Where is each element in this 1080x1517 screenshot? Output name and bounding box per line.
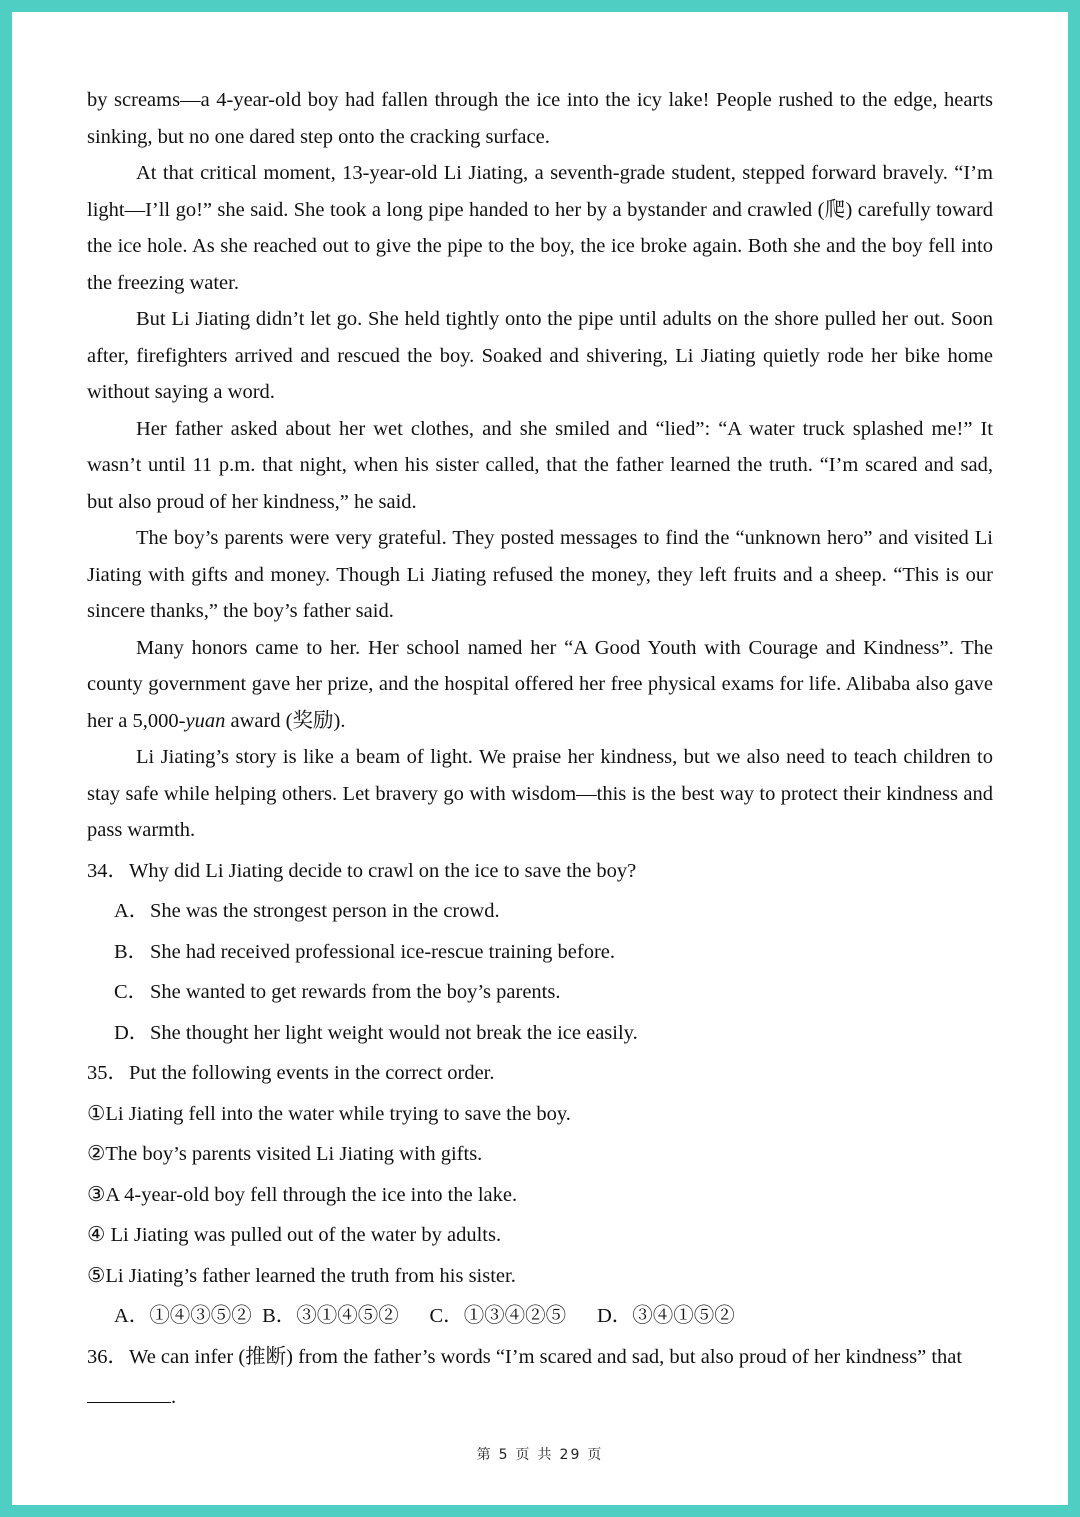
footer-ye: 页: [515, 1447, 532, 1463]
event-item: ②The boy’s parents visited Li Jiating with gifts.: [87, 1143, 483, 1165]
answer-blank[interactable]: [87, 1380, 171, 1403]
question-text: Why did Li Jiating decide to crawl on the ice to save the boy?: [129, 859, 637, 882]
q34-option-a[interactable]: [114, 893, 993, 930]
option-letter: C．: [114, 981, 149, 1003]
passage-paragraph-honors: [87, 630, 993, 740]
q35-option-b[interactable]: [262, 1305, 399, 1327]
option-letter: A．: [114, 1305, 150, 1327]
blank-end: .: [171, 1386, 177, 1408]
question-36: [87, 1339, 993, 1376]
option-letter: D．: [114, 1021, 150, 1044]
question-number: 34．: [87, 859, 128, 882]
event-item: ⑤Li Jiating’s father learned the truth from his sister.: [87, 1264, 516, 1287]
option-text: ③④①⑤②: [632, 1305, 735, 1327]
passage-paragraph: by screams—a 4-year-old boy had fallen through the ice into the icy lake! People rushed to the edge, hearts sinking, but no one dared step onto the cracking surface.: [87, 89, 993, 148]
passage-paragraph: Her father asked about her wet clothes, and she smiled and “lied”: “A water truck splashed me!” It wasn’t until 11 p.m. that night, when his sister called, that the father learned the truth. “I’m scared and sad, but also proud of her kindness,” he said.: [87, 417, 993, 513]
footer-gong: 共: [537, 1447, 554, 1463]
option-letter: B．: [262, 1305, 297, 1327]
page-content: [87, 82, 993, 1416]
option-letter: C．: [429, 1305, 464, 1327]
option-text: She thought her light weight would not break the ice easily.: [150, 1021, 638, 1044]
passage-paragraph: Li Jiating’s story is like a beam of light. We praise her kindness, but we also need to teach children to stay safe while helping others. Let bravery go with wisdom—this is the best way to protect their kindness and pass warmth.: [87, 746, 993, 841]
q34-option-c[interactable]: [114, 974, 993, 1011]
question-34: [87, 853, 993, 890]
option-text: ③①④⑤②: [296, 1305, 399, 1327]
event-item: ③A 4-year-old boy fell through the ice into the lake.: [87, 1183, 518, 1206]
page-footer: [12, 1444, 1068, 1464]
honors-after: award (奖励).: [225, 709, 346, 732]
passage-paragraph: But Li Jiating didn’t let go. She held tightly onto the pipe until adults on the shore pulled her out. Soon after, firefighters arrived and rescued the boy. Soaked and shivering, Li Jiating quietly rode her bike home without saying a word.: [87, 308, 993, 403]
q35-options: [114, 1298, 993, 1335]
honors-italic: yuan: [185, 709, 226, 732]
question-text: Put the following events in the correct order.: [129, 1062, 495, 1084]
option-text: ①③④②⑤: [463, 1305, 567, 1327]
q35-option-c[interactable]: [430, 1305, 567, 1327]
footer-di: 第: [476, 1447, 493, 1463]
question-text: We can infer (推断) from the father’s words “I’m scared and sad, but also proud of her kindness” that: [129, 1345, 963, 1368]
option-letter: D．: [596, 1305, 633, 1327]
option-letter: A．: [114, 900, 150, 922]
answer-line: [87, 1379, 993, 1416]
passage-paragraph: At that critical moment, 13-year-old Li Jiating, a seventh-grade student, stepped forward bravely. “I’m light—I’ll go!” she said. She took a long pipe handed to her by a bystander and crawled (爬) carefully toward the ice hole. As she reached out to give the pipe to the boy, the ice broke again. Both she and the boy fell into the freezing water.: [87, 162, 993, 294]
option-text: She wanted to get rewards from the boy’s parents.: [150, 981, 561, 1003]
option-text: She had received professional ice-rescue training before.: [150, 940, 616, 963]
question-35: [87, 1055, 993, 1092]
passage-paragraph: The boy’s parents were very grateful. They posted messages to find the “unknown hero” and visited Li Jiating with gifts and money. Though Li Jiating refused the money, they left fruits and a sheep. “This is our sincere thanks,” the boy’s father said.: [87, 527, 993, 622]
document-page: [12, 12, 1068, 1505]
event-item: ①Li Jiating fell into the water while trying to save the boy.: [87, 1102, 571, 1125]
honors-text: Many honors came to her. Her school named her “A Good Youth with Courage and Kindness”. The county government gave her prize, and the hospital offered her free physical exams for life. Alibaba also gave her a 5,000-: [87, 636, 993, 732]
q34-option-b[interactable]: [114, 934, 993, 971]
option-text: ①④③⑤②: [149, 1305, 252, 1327]
q35-option-a[interactable]: [114, 1305, 252, 1327]
footer-ye2: 页: [587, 1447, 604, 1463]
footer-page: 5: [498, 1447, 510, 1463]
option-letter: B．: [114, 940, 149, 963]
option-text: She was the strongest person in the crowd.: [150, 900, 500, 922]
event-item: ④ Li Jiating was pulled out of the water by adults.: [87, 1224, 502, 1246]
question-number: 35．: [87, 1062, 128, 1084]
question-number: 36．: [87, 1345, 128, 1368]
footer-total: 29: [559, 1447, 582, 1463]
q35-option-d[interactable]: [597, 1305, 735, 1327]
q34-option-d[interactable]: [114, 1015, 993, 1052]
